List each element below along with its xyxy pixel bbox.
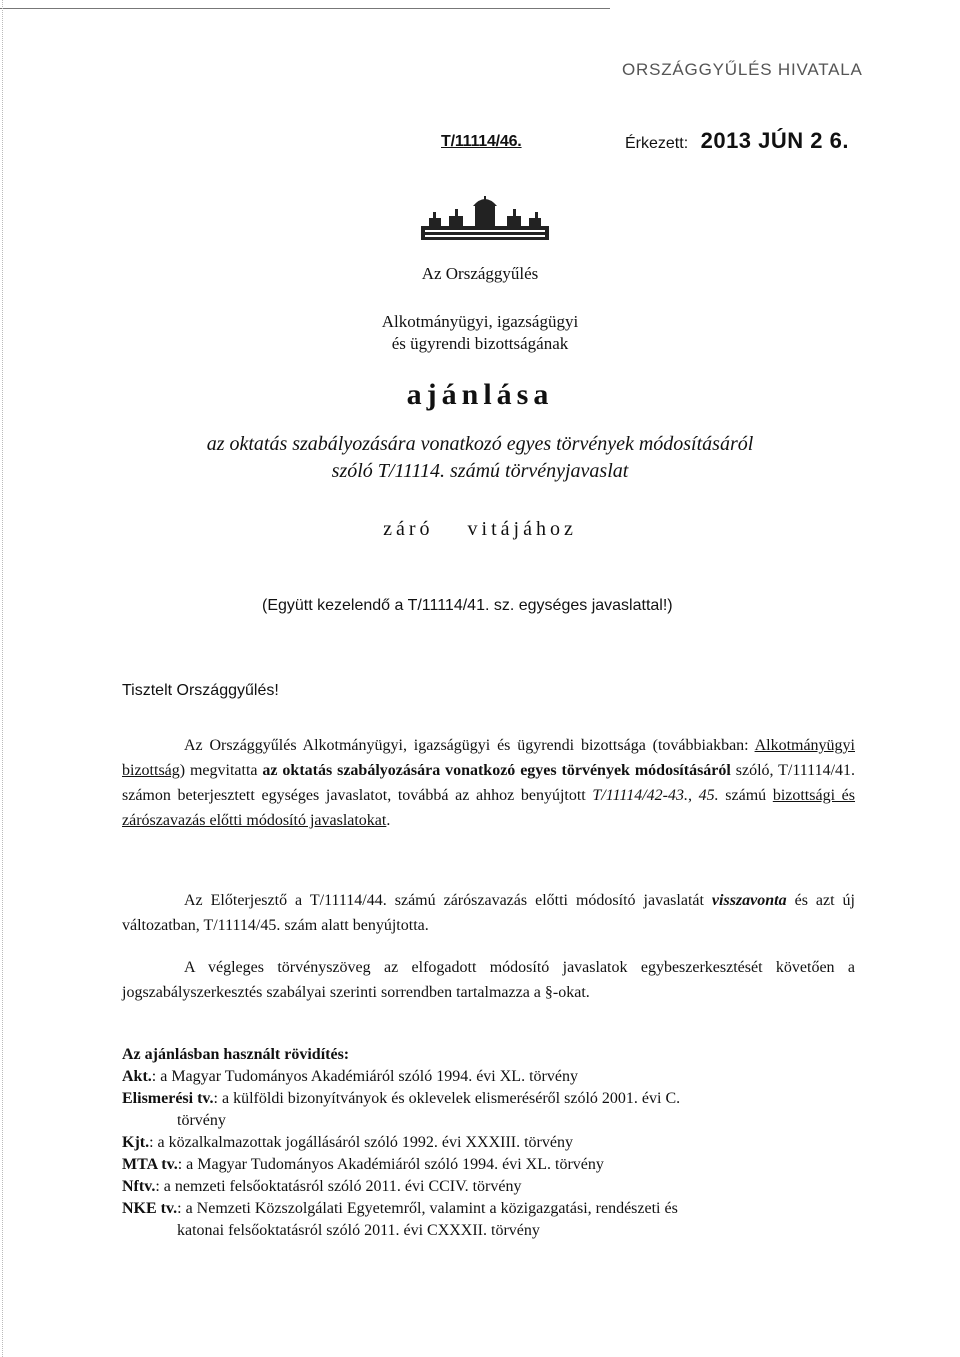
p1-text-g: számú [718,787,773,804]
abbreviation-item [122,1088,855,1110]
abbreviation-text: : a Magyar Tudományos Akadémiáról szóló 1994. évi XL. törvény [177,1156,604,1173]
debate-word-2: vitájához [467,518,577,540]
joint-handling-note: (Együtt kezelendő a T/11114/41. sz. egységes javaslattal!) [262,597,673,614]
p1-amendment-numbers: T/11114/42-43., 45. [592,787,719,804]
abbreviation-key: Nftv. [122,1178,156,1195]
bill-subject-line-1: az oktatás szabályozására vonatkozó egyes törvények módosításáról [206,433,754,455]
committee-name-line-2: és ügyrendi bizottságának [391,334,569,353]
abbreviation-key: Akt. [122,1068,152,1085]
p1-text-i: . [386,812,391,829]
page-left-rule [2,0,3,1357]
parliament-building-logo [415,196,555,244]
committee-name-line-1: Alkotmányügyi, igazságügyi [381,312,579,331]
abbreviations-title: Az ajánlásban használt rövidítés: [122,1046,350,1063]
abbreviation-item [122,1066,855,1088]
p1-text-e: szóló, T/11114/41. számon beterjesztett egységes javaslatot, továbbá az ahhoz benyújtott [122,762,856,804]
received-date: 2013 JÚN 2 6. [700,128,849,153]
abbreviation-key: MTA tv. [122,1156,178,1173]
p1-committee-short-name: Alkotmányügyi bizottság [122,737,855,779]
p2-text-c: és azt új változatban, T/11114/45. szám alatt benyújtotta. [122,892,855,934]
abbreviation-item [122,1198,855,1220]
p1-amendment-type: bizottsági és zárószavazás előtti módosító javaslatokat [122,787,856,829]
paragraph-committee-debate [122,733,855,833]
p2-withdrawn: visszavonta [711,892,787,909]
paragraph-withdrawal [122,888,855,938]
debate-word-1: záró [383,518,434,540]
parliament-heading: Az Országgyűlés [421,264,539,283]
abbreviation-key: Elismerési tv. [122,1090,214,1107]
abbreviation-text: : a nemzeti felsőoktatásról szóló 2011. évi CCIV. törvény [155,1178,522,1195]
abbreviation-text: : a külföldi bizonyítványok és oklevelek elismeréséről szóló 2001. évi C. [213,1090,681,1107]
page-top-rule [0,8,610,9]
p1-text-a: Az Országgyűlés Alkotmányügyi, igazságügyi és ügyrendi bizottsága (továbbiakban: [184,737,755,754]
proposal-heading: ajánlása [406,378,554,411]
office-stamp: ORSZÁGGYŰLÉS HIVATALA [622,60,863,79]
salutation: Tisztelt Országgyűlés! [122,682,279,699]
bill-subject-line-2: szóló T/11114. számú törvényjavaslat [331,460,629,482]
received-label: Érkezett: [625,135,689,152]
p1-bill-title: az oktatás szabályozására vonatkozó egyes törvények módosításáról [262,762,731,779]
abbreviation-text: : a Magyar Tudományos Akadémiáról szóló 1994. évi XL. törvény [151,1068,578,1085]
p1-text-c: ) megvitatta [179,762,263,779]
abbreviation-item [122,1154,855,1176]
abbreviation-key: NKE tv. [122,1200,178,1217]
abbreviation-text: : a közalkalmazottak jogállásáról szóló 1992. évi XXXIII. törvény [149,1134,573,1151]
abbreviation-continuation: katonai felsőoktatásról szóló 2011. évi CXXXII. törvény [177,1222,540,1239]
paragraph-final-text: A végleges törvényszöveg az elfogadott módosító javaslatok egybeszerkesztését követően a jogszabályszerkesztés szabályai szerinti sorrendben tartalmazza a §-okat. [122,959,855,1001]
document-id: T/11114/46. [441,133,522,150]
abbreviation-key: Kjt. [122,1134,150,1151]
final-debate-heading [0,518,960,541]
abbreviation-text: : a Nemzeti Közszolgálati Egyetemről, valamint a közigazgatási, rendészeti és [177,1200,678,1217]
abbreviation-item [122,1132,855,1154]
received-stamp [625,128,849,154]
abbreviation-item [122,1176,855,1198]
abbreviation-continuation: törvény [177,1112,226,1129]
p2-text-a: Az Előterjesztő a T/11114/44. számú zárószavazás előtti módosító javaslatát [184,892,712,909]
abbreviations-section [122,1044,855,1242]
